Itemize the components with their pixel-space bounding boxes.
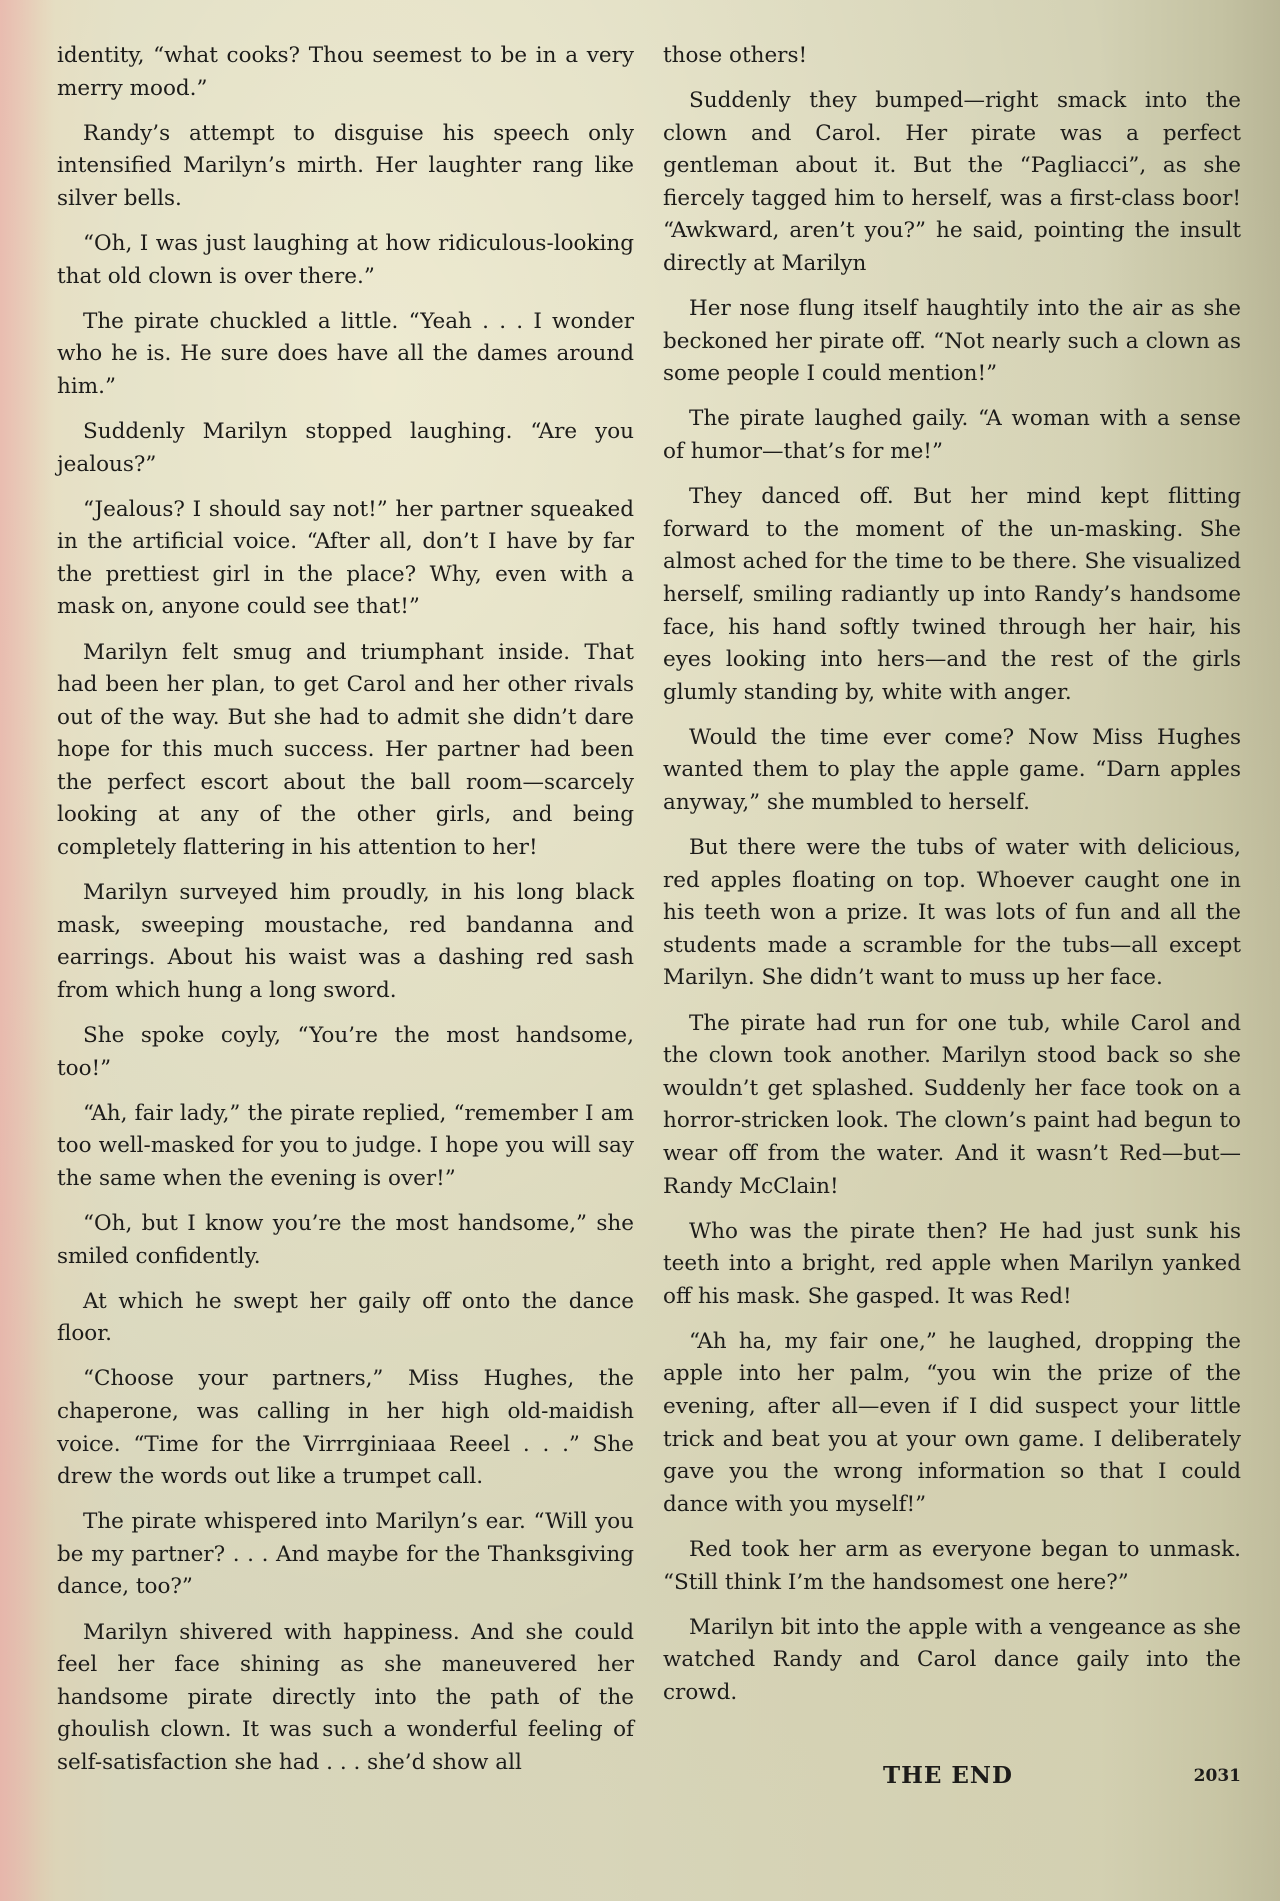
paragraph: Her nose flung itself haughtily into the air as she beckoned her pirate off. “Not nearly such a clown as some people I could mention!” (663, 296, 1241, 387)
left-column (57, 40, 634, 1792)
page-number: 2031 (1193, 1766, 1241, 1786)
paragraph: Randy’s attempt to disguise his speech only intensified Marilyn’s mirth. Her laughter rang like silver bells. (57, 120, 634, 211)
right-column (663, 40, 1241, 1722)
paragraph: Marilyn felt smug and triumphant inside. That had been her plan, to get Carol and her other rivals out of the way. But she had to admit she didn’t dare hope for this much success. Her partner had been the perfect escort about the ball room—scarcely looking at any of the other girls, and being completely flattering in his attention to her! (57, 639, 634, 861)
paragraph: “Oh, I was just laughing at how ridiculous-looking that old clown is over there.” (57, 230, 634, 289)
paragraph: Would the time ever come? Now Miss Hughes wanted them to play the apple game. “Darn apples anyway,” she mumbled to herself. (663, 724, 1241, 815)
paragraph: But there were the tubs of water with delicious, red apples floating on top. Whoever caught one in his teeth won a prize. It was lots of fun and all the students made a scramble for the tubs—all except Marilyn. She didn’t want to muss up her face. (663, 835, 1241, 991)
paragraph: At which he swept her gaily off onto the dance floor. (57, 1288, 634, 1347)
paragraph: The pirate whispered into Marilyn’s ear. “Will you be my partner? . . . And maybe for the Thanksgiving dance, too?” (57, 1509, 634, 1600)
paragraph: identity, “what cooks? Thou seemest to be in a very merry mood.” (57, 43, 634, 101)
page-edge-shade (0, 0, 55, 1901)
paragraph: Marilyn shivered with happiness. And she could feel her face shining as she maneuvered her handsome pirate directly into the path of the ghoulish clown. It was such a wonderful feeling of self-satisfaction she had . . . she’d show all (57, 1619, 634, 1775)
paragraph: Who was the pirate then? He had just sunk his teeth into a bright, red apple when Marilyn yanked off his mask. She gasped. It was Red! (663, 1218, 1241, 1309)
paragraph: “Jealous? I should say not!” her partner squeaked in the artificial voice. “After all, don’t I have by far the prettiest girl in the place? Why, even with a mask on, anyone could see that!” (57, 496, 634, 620)
paragraph: those others! (663, 43, 808, 68)
paragraph: The pirate had run for one tub, while Carol and the clown took another. Marilyn stood back so she wouldn’t get splashed. Suddenly her face took on a horror-stricken look. The clown’s paint had begun to wear off from the water. And it wasn’t Red—but—Randy McClain! (663, 1010, 1241, 1199)
paragraph: Suddenly they bumped—right smack into the clown and Carol. Her pirate was a perfect gentleman about it. But the “Pagliacci”, as she fiercely tagged him to herself, was a first-class boor! “Awkward, aren’t you?” he said, pointing the insult directly at Marilyn (663, 88, 1241, 277)
story-footer (663, 1762, 1241, 1798)
paragraph: “Choose your partners,” Miss Hughes, the chaperone, was calling in her high old-maidish voice. “Time for the Virrrginiaaa Reeel . . .” She drew the words out like a trumpet call. (57, 1366, 634, 1490)
paragraph: They danced off. But her mind kept flitting forward to the moment of the un-masking. She almost ached for the time to be there. She visualized herself, smiling radiantly up into Randy’s handsome face, his hand softly twined through her hair, his eyes looking into hers—and the rest of the girls glumly standing by, white with anger. (663, 484, 1241, 705)
paragraph: “Oh, but I know you’re the most handsome,” she smiled confidently. (57, 1211, 634, 1269)
paragraph: Red took her arm as everyone began to unmask. “Still think I’m the handsomest one here?” (663, 1536, 1241, 1595)
paragraph: “Ah, fair lady,” the pirate replied, “remember I am too well-masked for you to judge. I hope you will say the same when the evening is over!” (57, 1100, 634, 1191)
paragraph: Marilyn surveyed him proudly, in his long black mask, sweeping moustache, red bandanna and earrings. About his waist was a dashing red sash from which hung a long sword. (57, 880, 634, 1003)
paragraph: The pirate laughed gaily. “A woman with a sense of humor—that’s for me!” (663, 406, 1241, 465)
paragraph: Marilyn bit into the apple with a vengeance as she watched Randy and Carol dance gaily into the crowd. (663, 1614, 1241, 1705)
paragraph: “Ah ha, my fair one,” he laughed, dropping the apple into her palm, “you win the prize of the evening, after all—even if I did suspect your little trick and beat you at your own game. I deliberately gave you the wrong information so that I could dance with you myself!” (663, 1328, 1241, 1517)
end-title: THE END (883, 1762, 1013, 1789)
paragraph: Suddenly Marilyn stopped laughing. “Are you jealous?” (57, 418, 634, 477)
paragraph: The pirate chuckled a little. “Yeah . . . I wonder who he is. He sure does have all the dames around him.” (57, 308, 634, 399)
paragraph: She spoke coyly, “You’re the most handsome, too!” (57, 1023, 634, 1081)
